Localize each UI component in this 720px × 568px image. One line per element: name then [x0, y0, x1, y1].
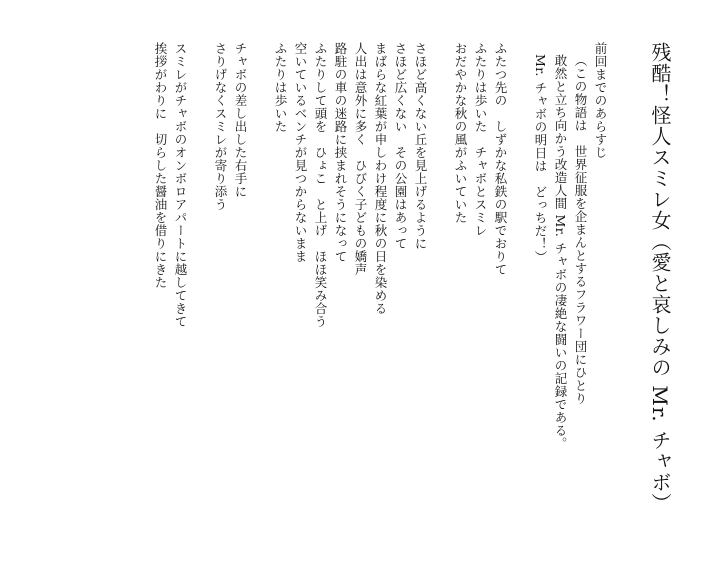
- poem-line: ふたつ先の しずかな私鉄の駅でおりて: [493, 42, 508, 276]
- poem-line: まばらな紅葉が申しわけ程度に秋の日を染める: [373, 42, 388, 315]
- stanza-3: [270, 42, 430, 542]
- poem-line: （この物語は 世界征服を企まんとするフラワー団にひとり: [573, 54, 588, 405]
- vertical-poem: [150, 42, 672, 542]
- poem-line: チャボの差し出した右手に: [233, 42, 248, 198]
- stanza-synopsis: [530, 42, 610, 542]
- stanza-2: [450, 42, 510, 542]
- poem-line: 路駐の車の迷路に挟まれそうになって: [333, 42, 348, 263]
- poem-line: さほど広くない その公園はあって: [393, 42, 408, 250]
- poem-line: Mr. チャボの明日は どっちだ！）: [533, 54, 548, 264]
- stanza-5: [150, 42, 190, 542]
- poem-line: スミレがチャボのオンボロアパートに越してきて: [173, 42, 188, 328]
- poem-line: さほど高くない丘を見上げるように: [413, 42, 428, 250]
- poem-title: 残酷！怪人スミレ女（愛と哀しみの Mr. チャボ）: [648, 42, 672, 514]
- poem-line: 挨拶がわりに 切らした醤油を借りにきた: [153, 42, 168, 289]
- poem-line: おだやかな秋の風がふいていた: [453, 42, 468, 224]
- poem-line: さりげなくスミレが寄り添う: [213, 42, 228, 211]
- poem-line: 前回までのあらすじ: [593, 42, 608, 159]
- poem-line: ふたりして頭を ひょこ と上げ ほほ笑み合う: [313, 42, 328, 328]
- poem-line: 敢然と立ち向かう改造人間 Mr. チャボの凄絶な闘いの記録である。: [553, 54, 568, 450]
- poem-line: 空いているベンチが見つからないまま: [293, 42, 308, 263]
- poem-line: ふたりは歩いた チャボとスミレ: [473, 42, 488, 237]
- stanza-4: [210, 42, 250, 542]
- poem-line: 人出は意外に多く ひびく子どもの嬌声: [353, 42, 368, 276]
- poem-line: ふたりは歩いた: [273, 42, 288, 133]
